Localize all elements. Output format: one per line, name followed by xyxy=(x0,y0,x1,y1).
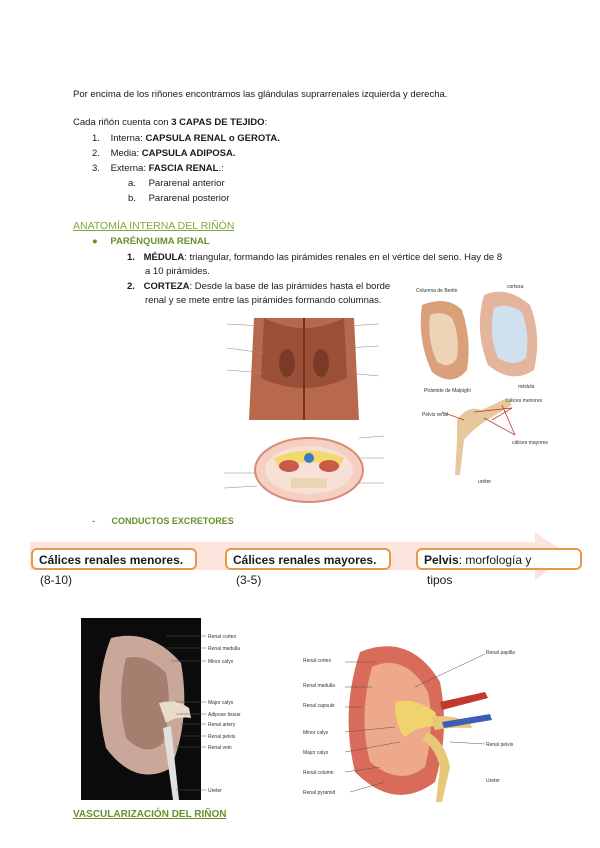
corteza-item-cont: renal y se mete entre las pirámides formando columnas. xyxy=(145,295,382,306)
specimen-label: Major calyx xyxy=(208,700,234,706)
flow-sub-pelvis: tipos xyxy=(427,573,453,587)
layer-item-3 xyxy=(92,163,224,175)
label-columna: Columna de Bertin xyxy=(416,288,458,294)
flow-box-pelvis xyxy=(416,548,582,570)
diagram-label: Minor calyx xyxy=(303,730,329,736)
bullet-dot: ● xyxy=(92,236,98,247)
label-calices-menores: cálices menores xyxy=(506,398,543,404)
layer-prefix: Interna: xyxy=(110,133,146,144)
intro-text: Por encima de los riñones encontramos las glándulas suprarrenales izquierda y derecha. xyxy=(73,89,448,100)
sub-letter: a. xyxy=(128,178,136,189)
cross-section-figure xyxy=(219,428,387,512)
corteza-item xyxy=(127,281,390,293)
label-calices-mayores: cálices mayores xyxy=(512,440,548,446)
layer-prefix: Externa: xyxy=(110,163,149,174)
item-bold: CORTEZA xyxy=(143,281,190,292)
torso-back-figure xyxy=(219,318,387,420)
flow-box-calices-menores xyxy=(31,548,197,570)
layer-num: 2. xyxy=(92,148,100,159)
medula-item-cont: a 10 pirámides. xyxy=(145,266,210,277)
bullet-parenquima xyxy=(92,236,210,248)
excretory-label: CONDUCTOS EXCRETORES xyxy=(111,516,234,526)
layers-lead xyxy=(73,117,267,129)
layer-prefix: Media: xyxy=(110,148,142,159)
specimen-label: Ureter xyxy=(208,788,222,794)
flow-box-calices-mayores xyxy=(225,548,391,570)
label-pelvis: Pelvis renal xyxy=(422,412,448,418)
diagram-label: Renal column xyxy=(303,770,334,776)
sub-letter: b. xyxy=(128,193,136,204)
bullet-label: PARÉNQUIMA RENAL xyxy=(110,236,210,247)
layer-suffix: .: xyxy=(218,163,224,174)
item-text: : Desde la base de las pirámides hasta el borde xyxy=(189,281,391,292)
diagram-label: Renal pyramid xyxy=(303,790,336,796)
specimen-label: Adipose tissue xyxy=(208,712,241,718)
layers-lead-end: : xyxy=(264,117,268,128)
layer-sub-b xyxy=(128,193,229,205)
layer-sub-a xyxy=(128,178,225,190)
label-medula: médula xyxy=(518,384,535,390)
flow-title: Cálices renales mayores. xyxy=(233,553,377,567)
diagram-label: Major calyx xyxy=(303,750,329,756)
diagram-label: Renal capsule xyxy=(303,703,335,709)
specimen-label: Minor calyx xyxy=(208,659,234,665)
specimen-label: Renal vein xyxy=(208,745,232,751)
diagram-label: Renal medulla xyxy=(303,683,335,689)
diagram-label: Renal cortex xyxy=(303,658,332,664)
flow-sub-menores: (8-10) xyxy=(40,573,73,587)
dash: - xyxy=(92,516,95,526)
layer-bold: CAPSULA RENAL o GEROTA. xyxy=(145,133,280,144)
diagram-label: Renal pelvis xyxy=(486,742,514,748)
diagram-label: Ureter xyxy=(486,778,500,784)
flow-sub-mayores: (3-5) xyxy=(236,573,262,587)
label-piramide: Pirámide de Malpighi xyxy=(424,388,471,394)
layer-bold: FASCIA RENAL xyxy=(148,163,219,174)
flow-title: Cálices renales menores. xyxy=(39,553,184,567)
label-corteza: corteza xyxy=(507,284,524,290)
item-bold: MÉDULA xyxy=(143,252,185,263)
specimen-label: Renal pelvis xyxy=(208,734,236,740)
specimen-label: Renal medulla xyxy=(208,646,240,652)
section-heading-vascular: VASCULARIZACIÓN DEL RIÑON xyxy=(73,809,227,820)
layer-item-2 xyxy=(92,148,236,160)
specimen-label: Renal artery xyxy=(208,722,236,728)
flow-title-rest: : morfología y xyxy=(458,553,532,567)
layers-lead-bold: 3 CAPAS DE TEJIDO xyxy=(171,117,265,128)
item-text: : triangular, formando las pirámides renales en el vértice del seno. Hay de 8 xyxy=(184,252,503,263)
sub-text: Pararenal anterior xyxy=(148,178,225,189)
excretory-bullet xyxy=(92,515,234,527)
kidney-specimen-figure xyxy=(81,618,281,800)
diagram-label: Renal papilla xyxy=(486,650,515,656)
item-num: 2. xyxy=(127,281,135,292)
layers-lead-text: Cada riñón cuenta con xyxy=(73,117,172,128)
section-heading-internal: ANATOMÍA INTERNA DEL RIÑÓN xyxy=(73,220,235,232)
medula-item xyxy=(127,252,502,264)
sub-text: Pararenal posterior xyxy=(148,193,230,204)
kidney-section-figure xyxy=(412,280,548,490)
kidney-diagram-figure xyxy=(300,632,560,804)
layer-num: 3. xyxy=(92,163,100,174)
layer-bold: CAPSULA ADIPOSA. xyxy=(141,148,236,159)
layer-item-1 xyxy=(92,133,280,145)
flow-title-bold: Pelvis xyxy=(424,553,459,567)
item-num: 1. xyxy=(127,252,135,263)
specimen-label: Renal cortex xyxy=(208,634,237,640)
label-ureter: uréter xyxy=(478,479,492,485)
layer-num: 1. xyxy=(92,133,100,144)
